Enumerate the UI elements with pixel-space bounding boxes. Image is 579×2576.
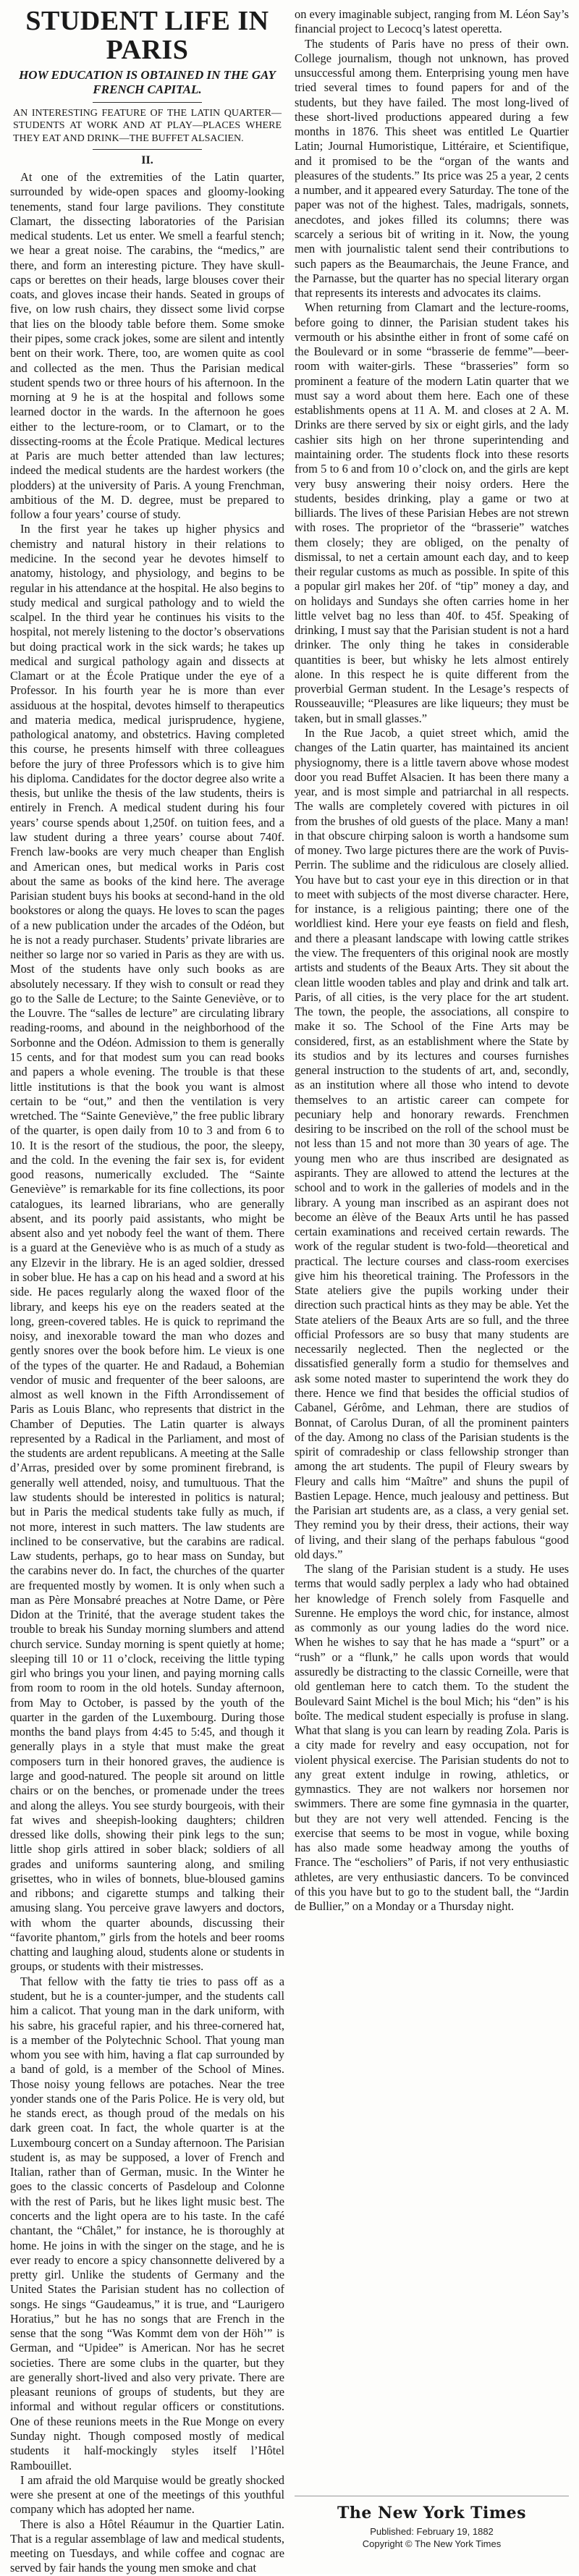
divider bbox=[93, 149, 203, 150]
paragraph: In the Rue Jacob, a quiet street which, amid the changes of the Latin quarter, has maintained its ancient physiognomy, there is a little tavern above whose modest door you read Buffet Alsacien. It has been there many a year, and is most simple and patriarchal in all respects. The walls are completely covered with pictures in oil from the brushes of old guests of the place. Many a man! in that obscure chirping saloon is worth a handsome sum of money. Two large pictures there are the work of Puvis-Perrin. The sublime and the ridiculous are closely allied. You have but to cast your eye in this direction or in that to meet with subjects of the most diverse character. Here, for instance, is a religious painting; there one of the worldliest kind. Here your eye feasts on field and flesh, and there a pleasant landscape with lowing cattle strikes the view. The frequenters of this original nook are mostly artists and students of the Beaux Arts. They sit about the clean little wooden tables and play and drink and talk art. Paris, of all cities, is the very place for the art student. The town, the people, the associations, all conspire to make it so. The School of the Fine Arts may be considered, first, as an establishment where the State by its studios and by its lectures and courses furnishes general instruction to the students of art, and, secondly, as an institution where all those who intend to devote themselves to an artistic career can compete for pecuniary help and honorary rewards. Frenchmen desiring to be inscribed on the roll of the school must be not less than 15 and not more than 30 years of age. The young men who are thus inscribed are designated as aspirants. They are allowed to attend the lectures at the school and to work in the galleries of models and in the library. A young man inscribed as an aspirant does not become an élève of the Beaux Arts until he has passed certain examinations and received certain rewards. The work of the regular student is two-fold—theoretical and practical. The lecture courses and class-room exercises give him his theoretical training. The Professors in the State ateliers give the pupils working under their direction such practical hints as they may be able. Yet the State ateliers of the Beaux Arts are so full, and the three official Professors are so busy that many students are necessarily neglected. Then the neglected or the dissatisfied generally form a studio for themselves and ask some noted master to superintend the work they do there. Hence we find that besides the official studios of Cabanel, Gérôme, and Lehman, there are studios of Bonnat, of Carolus Duran, of all the prominent painters of the day. Among no class of the Parisian students is the spirit of comradeship or class fellowship stronger than among the art students. The pupil of Fleury swears by Fleury and calls him “Maître” and shuns the pupil of Bastien Lepage. Hence, much jealousy and pettiness. But the Parisian art students are, as a class, a very genial set. They remind you by their dress, their actions, their way of living, and their slang of the perhaps fabulous “good old days.” bbox=[295, 726, 569, 1561]
article-body-left bbox=[10, 170, 284, 2576]
divider bbox=[93, 102, 203, 103]
paragraph: on every imaginable subject, ranging from M. Léon Say’s financial project to Lecocq’s latest operetta. bbox=[295, 7, 569, 36]
subdeck: AN INTERESTING FEATURE OF THE LATIN QUARTER—STUDENTS AT WORK AND AT PLAY—PLACES WHERE THEY EAT AND DRINK—THE BUFFET ALSACIEN. bbox=[13, 107, 282, 144]
column-right bbox=[295, 7, 569, 2567]
paragraph: When returning from Clamart and the lecture-rooms, before going to dinner, the Parisian student takes his vermouth or his absinthe either in front of some café on the Boulevard or in some “brasserie de femme”—beer-room with waiter-girls. These “brasseries” form so prominent a feature of the modern Latin quarter that we must say a word about them here. Each one of these establishments opens at 11 A. M. and closes at 2 A. M. Drinks are there served by six or eight girls, and the lady cashier sits high on her throne superintending and maintaining order. The students flock into these resorts from 5 to 6 and from 10 o’clock on, and the girls are kept very busy answering their noisy orders. Here the students, besides drinking, play a game or two at billiards. The lives of these Parisian Hebes are not strewn with roses. The proprietor of the “brasserie” watches them closely; they are obliged, on the penalty of dismissal, to net a certain amount each day, and to keep their regular customs as much as possible. In spite of this a popular girl makes her 20f. of “tip” money a day, and on holidays and Sundays she often carries home in her little velvet bag no less than 40f. to 45f. Speaking of drinking, I must say that the Parisian student is not a hard drinker. The only thing he takes in considerable quantities is beer, but whisky he lets almost entirely alone. In this respect he is quite different from the proverbial German student. In the Lesage’s respects of Rousseauville; “Pleasures are like liqueurs; they must be taken, but in small glasses.” bbox=[295, 300, 569, 725]
paragraph: There is also a Hôtel Réaumur in the Quartier Latin. That is a regular assemblage of law and medical students, meeting on Tuesdays, and while coffee and cognac are served by fair hands the young men smoke and chat bbox=[10, 2517, 284, 2575]
masthead-logo: The New York Times bbox=[337, 2503, 527, 2522]
article-columns bbox=[10, 6, 569, 2575]
paragraph: At one of the extremities of the Latin quarter, surrounded by wide-open spaces and gloomy-looking tenements, stand four large pavilions. They constitute Clamart, the dissecting laboratories of the Parisian medical students. Let us enter. We smell a fearful stench; we hear a great noise. The carabins, the “medics,” are there, and form an interesting picture. They have skull-caps or berettes on their heads, large blouses cover their coats, and gloves incase their hands. Seated in groups of five, on low rush chairs, they dissect some livid corpse that lies on the bloody table before them. Some smoke their pipes, some crack jokes, some are silent and intently bent on their work. There, too, are women quite as cool and collected as the men. Thus the Parisian medical student spends two or three hours of his afternoon. In the morning at 9 he is at the hospital and follows some learned doctor in the wards. In the afternoon he goes either to the lecture-room, or to Clamart, or to the dissecting-rooms at the École Pratique. Medical lectures at Paris are much better attended than law lectures; indeed the medical students are the hardest workers (the plodders) at the university of Paris. A young Frenchman, ambitious of the M. D. degree, must be prepared to follow a four years’ course of study. bbox=[10, 170, 284, 522]
copyright-notice: Copyright © The New York Times bbox=[362, 2538, 502, 2550]
paragraph: The slang of the Parisian student is a study. He uses terms that would sadly perplex a lady who had obtained her knowledge of French solely from Fasquelle and Surenne. He employs the word chic, for instance, almost as commonly as our young ladies do the word nice. When he wishes to say that he has made a “spurt” or a “rush” or a “flunk,” he calls upon words that would assuredly be distracting to the classic Corneille, were that old gentleman here to catch them. To the student the Boulevard Saint Michel is the boul Mich; his “den” is his boîte. The medical student especially is profuse in slang. What that slang is you can learn by reading Zola. Paris is a city made for revelry and easy occupation, not for violent physical exercise. The Parisian students do not to any great extent indulge in rowing, athletics, or gymnastics. They are not walkers nor horsemen nor swimmers. There are some fine gymnasia in the quarter, but they are not very well attended. Fencing is the exercise that seems to be most in vogue, while boxing has also made some headway among the youths of France. The “escholiers” of Paris, if not very enthusiastic athletes, are very enthusiastic dancers. To be convinced of this you have but to go to the student ball, the “Jardin de Bullier,” on a Monday or a Thursday night. bbox=[295, 1562, 569, 1914]
section-number: II. bbox=[141, 154, 153, 167]
published-date: Published: February 19, 1882 bbox=[370, 2525, 494, 2537]
paragraph: In the first year he takes up higher physics and chemistry and natural history in their relations to medicine. In the second year he devotes himself to anatomy, histology, and physiology, and begins to be regular in his attendance at the hospital. He also begins to study medical and surgical pathology and to wield the scalpel. In the third year he continues his visits to the hospital, not merely listening to the doctor’s observations but doing practical work in the sick wards; he takes up medical and surgical pathology again and dissects at Clamart or at the École Pratique under the eye of a Professor. In his fourth year he is more than ever assiduous at the hospital, devotes himself to therapeutics and materia medica, medical jurisprudence, hygiene, pathological anatomy, and obstetrics. Having completed this course, he presents himself with three colleagues before the jury of three Professors which is to give him his diploma. Candidates for the doctor degree also write a thesis, but unlike the thesis of the law students, theirs is entirely in French. A medical student during his four years’ course spends about 1,250f. on tuition fees, and a law student during a three years’ course about 740f. French law-books are very much cheaper than English and American ones, but medical works in Paris cost about the same as books of the kind here. The average Parisian student buys his books at second-hand in the old bookstores or along the quays. He loves to scan the pages of a new publication under the arcades of the Odéon, but he is not a ready purchaser. Students’ private libraries are neither so large nor so varied in Paris as they are with us. Most of the students have only such books as are absolutely necessary. If they wish to consult or read they go to the Salle de Lecture; to the Sainte Geneviève, or to the Louvre. The “salles de lecture” are circulating library reading-rooms, and abound in the neighborhood of the Sorbonne and the Odéon. Admission to them is generally 15 cents, and for that modest sum you can read books and papers a whole evening. The trouble is that these little institutions is that the book you want is almost certain to be “out,” and then the ventilation is very wretched. The “Sainte Geneviève,” the free public library of the quarter, is open daily from 10 to 3 and from 6 to 10. It is the resort of the studious, the poor, the sleepy, and the cold. In the evening the fair sex is, for evident good reasons, numerically excluded. The “Sainte Geneviève” is remarkable for its fine collections, its poor catalogues, its learned librarians, who are generally absent, and its poorly paid assistants, who might be absent also and yet nobody feel the want of them. There is a guard at the Geneviève who is as much of a study as any Elzevir in the library. He is an aged soldier, dressed in sober blue. He has a cap on his head and a sword at his side. He paces regularly along the waxed floor of the library, and keeps his eye on the readers seated at the long, green-covered tables. He is quick to reprimand the noisy, and inexorable toward the man who dozes and gently snores over the book before him. Le vieux is one of the types of the quarter. He and Radaud, a Bohemian vendor of music and frequenter of the beer saloons, are almost as well known in the Fifth Arrondissement of Paris as Louis Blanc, who represents that district in the Chamber of Deputies. The Latin quarter is always represented by a Radical in the Parliament, and most of the students are ardent republicans. A meeting at the Salle d’Arras, presided over by some prominent firebrand, is generally well attended, noisy, and tumultuous. That the law students should be interested in politics is natural; but in Paris the medical students take fully as much, if not more, interest in such matters. The law students are inclined to be conservative, but the carabins are radical. Law students, perhaps, go to hear mass on Sunday, but the carabins never do. In fact, the churches of the quarter are frequented mostly by women. It is only when such a man as Père Monsabré preaches at Notre Dame, or Père Didon at the Trinité, that the average student takes the trouble to break his Sunday morning slumbers and attend church service. Sunday morning is spent quietly at home; sleeping till 10 or 11 o’clock, receiving the little typing girl who brings you your linen, and paying morning calls from room to room in the old hotels. Sunday afternoon, from May to October, is passed by the youth of the quarter in the garden of the Luxembourg. During those months the band plays from 4:45 to 5:45, and though it generally plays in a style that must make the great composers turn in their honored graves, the audience is large and good-natured. The people sit around on little chairs or on the benches, or promenade under the trees and along the alleys. You see sturdy bourgeois, with their fat wives and sheepish-looking daughters; children dressed like dolls, showing their pink legs to the sun; little shop girls attired in sober black; soldiers of all grades and uniforms sauntering along, and smiling grisettes, who in wiles of bonnets, blue-bloused gamins and ribbons; and cigarette stumps and talking their amusing slang. You perceive grave lawyers and doctors, with whom the quarter abounds, discussing their “favorite phantom,” girls from the hotels and beer rooms chatting and laughing aloud, students alone or students in groups, or students with their mistresses. bbox=[10, 522, 284, 1974]
column-left bbox=[10, 6, 285, 2575]
headline: STUDENT LIFE IN PARIS bbox=[25, 6, 269, 65]
publication-imprint bbox=[295, 2496, 569, 2551]
article-body-right bbox=[295, 7, 569, 1914]
deck: HOW EDUCATION IS OBTAINED IN THE GAY FRENCH CAPITAL. bbox=[19, 67, 276, 97]
paragraph: I am afraid the old Marquise would be greatly shocked were she present at one of the meetings of this youthful company which has adopted her name. bbox=[10, 2472, 284, 2517]
paragraph: The students of Paris have no press of their own. College journalism, though not unknown, has proved unsuccessful among them. Enterprising young men have tried several times to found papers for and of the students, but they have failed. The most long-lived of these short-lived productions appeared during a few months in 1876. This sheet was entitled Le Quartier Latin; Journal Humoristique, Littéraire, et Scientifique, and it promised to be the “organ of the wants and pleasures of the students.” Its price was 25 a year, 2 cents a number, and it appeared every Saturday. The tone of the paper was not of the highest. Tales, madrigals, sonnets, anecdotes, and jokes filled its columns; there was scarcely a serious bit of writing in it. Now, the young men with journalistic talent send their contributions to such papers as the Beaumarchais, the Jeune France, and the Parnasse, but the quarter has no special literary organ that represents its interests and advocates its claims. bbox=[295, 36, 569, 300]
paragraph: That fellow with the fatty tie tries to pass off as a student, but he is a counter-jumper, and the students call him a calicot. That young man in the dark uniform, with his sabre, his graceful rapier, and his three-cornered hat, is a member of the Polytechnic School. That young man whom you see with him, having a flat cap surrounded by a band of gold, is a member of the School of Mines. Those noisy young fellows are potaches. Near the tree yonder stands one of the Paris Police. He is very old, but he stands erect, as though proud of the medals on his dark green coat. In fact, the whole quarter is at the Luxembourg concert on a Sunday afternoon. The Parisian student is, as may be supposed, a lover of French and Italian, rather than of German, music. In the Winter he goes to the classic concerts of Pasdeloup and Colonne with the rest of Paris, but he likes light music best. The concerts and the light opera are to his taste. In the café chantant, the “Châlet,” for instance, he is thoroughly at home. He joins in with the singer on the stage, and he is ever ready to encore a spicy chansonnette delivered by a pretty girl. Unlike the students of Germany and the United States the Parisian student has no collection of songs. He sings “Gaudeamus,” it is true, and “Laurigero Horatius,” but he has no songs that are French in the sense that the song “Was Kommt dem von der Höh’” is German, and “Upidee” is American. Nor has he secret societies. There are some clubs in the quarter, but they are generally short-lived and also very private. There are pleasant reunions of groups of students, but they are informal and without regular officers or constitutions. One of these reunions meets in the Rue Monge on every Sunday night. Though composed mostly of medical students it half-mockingly styles itself l’Hôtel Rambouillet. bbox=[10, 1974, 285, 2472]
